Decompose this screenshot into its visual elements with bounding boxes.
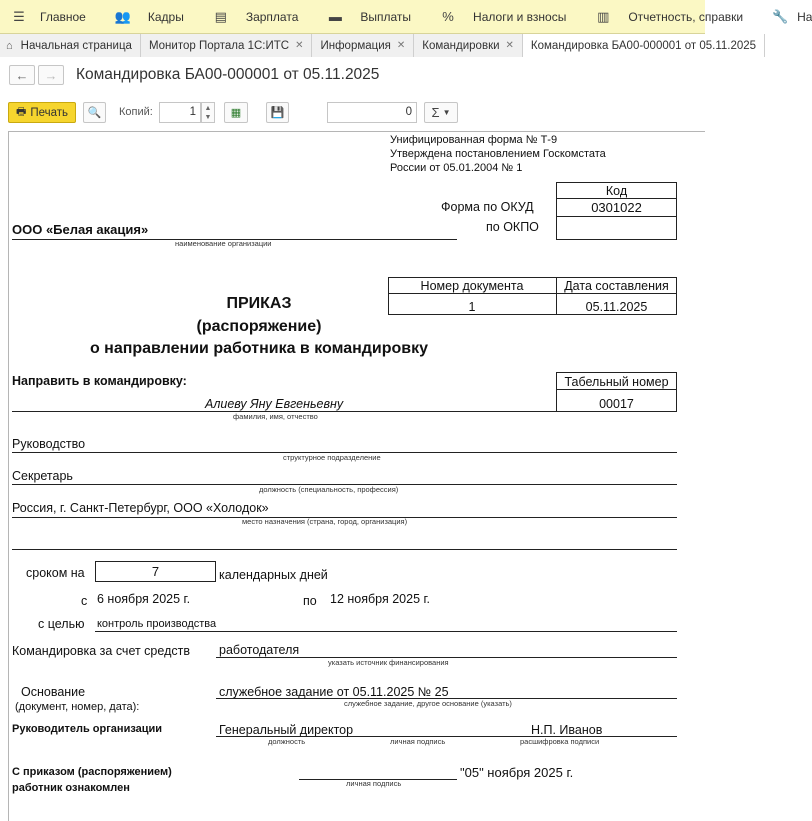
okpo-label: по ОКПО — [486, 220, 539, 234]
purpose: контроль производства — [97, 618, 217, 630]
send-label: Направить в командировку: — [12, 374, 187, 388]
forward-button[interactable] — [38, 65, 64, 85]
tab-its-monitor[interactable] — [141, 34, 313, 57]
copies-label: Копий: — [119, 106, 153, 118]
funding-hint: указать источник финансирования — [328, 658, 449, 667]
basis-label: Основание — [21, 685, 86, 699]
head-name: Н.П. Иванов — [531, 723, 603, 737]
section-menu — [0, 0, 812, 34]
funding: работодателя — [219, 643, 300, 657]
print-button-label: Печать — [30, 106, 69, 119]
sum-button[interactable] — [424, 102, 458, 123]
position-hint: должность (специальность, профессия) — [259, 485, 399, 494]
menu-item-label: Зарплата — [245, 9, 299, 24]
order-title: ПРИКАЗ — [226, 295, 292, 312]
tab-number-header: Табельный номер — [564, 375, 669, 389]
okud-label: Форма по ОКУД — [441, 200, 534, 214]
percent-icon: % — [442, 9, 454, 24]
menu-item-main[interactable] — [0, 0, 86, 34]
tab-label: Командировки — [422, 39, 500, 52]
tab-label: Информация — [320, 39, 391, 52]
purpose-label: с целью — [38, 617, 85, 631]
from-date: 6 ноября 2025 г. — [97, 592, 191, 606]
order-subtitle: (распоряжение) — [196, 318, 322, 335]
to-date: 12 ноября 2025 г. — [330, 592, 430, 606]
tab-business-trip-doc[interactable] — [523, 34, 765, 57]
tab-information[interactable] — [312, 34, 414, 57]
menu-item-label: Выплаты — [360, 9, 412, 24]
term-label: сроком на — [26, 566, 85, 580]
printer-icon: 🖶 — [15, 106, 27, 118]
head-label: Руководитель организации — [12, 723, 163, 735]
open-tabs — [0, 34, 757, 57]
wrench-icon: 🔧 — [771, 8, 789, 24]
table-edit-icon: ▦ — [230, 107, 242, 119]
organization-name: ООО «Белая акация» — [12, 222, 149, 237]
arrow-left-icon: ← — [15, 67, 29, 83]
menu-item-taxes[interactable] — [427, 0, 566, 34]
employee-name: Алиеву Яну Евгеньевну — [205, 397, 344, 411]
spin-down-icon[interactable]: ▼ — [204, 113, 212, 121]
tab-number: 00017 — [599, 397, 634, 411]
ack-label-2: работник ознакомлен — [12, 782, 130, 794]
copies-spinner[interactable] — [201, 102, 215, 123]
chevron-down-icon: ▼ — [442, 108, 451, 117]
head-signature-hint: личная подпись — [390, 737, 446, 746]
basis: служебное задание от 05.11.2025 № 25 — [219, 685, 449, 699]
preview-button[interactable] — [83, 102, 106, 123]
from-label: с — [81, 594, 88, 608]
menu-item-label: Отчетность, справки — [628, 9, 744, 24]
tab-home[interactable] — [0, 34, 141, 57]
floppy-disk-icon: 💾 — [270, 107, 285, 119]
form-title-bar — [0, 57, 705, 93]
destination-hint: место назначения (страна, город, организация) — [242, 517, 408, 526]
form-header-line: России от 05.01.2004 № 1 — [390, 162, 523, 174]
print-form-t9 — [8, 131, 705, 821]
calculator-icon: ▤ — [214, 8, 227, 24]
position: Секретарь — [12, 469, 73, 483]
menu-item-label: Главное — [40, 9, 86, 24]
head-position-hint: должность — [268, 737, 306, 746]
report-icon: ▥ — [597, 8, 610, 24]
organization-hint: наименование организации — [175, 239, 272, 248]
okud-value: 0301022 — [591, 200, 642, 215]
print-toolbar — [0, 98, 705, 128]
menu-item-label: На — [797, 9, 812, 24]
magnifier-icon: 🔍 — [87, 107, 102, 119]
code-header: Код — [605, 184, 628, 198]
menu-item-salary[interactable] — [200, 0, 299, 34]
sigma-icon: Σ — [431, 105, 440, 120]
menu-item-label: Налоги и взносы — [473, 9, 567, 24]
tab-label: Монитор Портала 1С:ИТС — [148, 39, 290, 52]
form-header-line: Утверждена постановлением Госкомстата — [390, 148, 606, 160]
wallet-icon: ▬ — [328, 9, 342, 24]
tab-business-trips[interactable] — [414, 34, 523, 57]
save-button[interactable] — [266, 102, 289, 123]
to-label: по — [303, 594, 317, 608]
ack-date: "05" ноября 2025 г. — [460, 765, 574, 780]
basis-sublabel: (документ, номер, дата): — [15, 701, 140, 713]
tab-label: Командировка БА00-000001 от 05.11.2025 — [530, 39, 757, 52]
tab-label: Начальная страница — [20, 39, 132, 52]
term-unit: календарных дней — [219, 568, 328, 582]
arrow-right-icon: → — [44, 67, 58, 83]
doc-number-header: Номер документа — [420, 279, 524, 293]
spin-up-icon[interactable]: ▲ — [204, 104, 212, 112]
menu-item-label: Кадры — [147, 9, 184, 24]
department: Руководство — [12, 437, 86, 451]
menu-icon: ☰ — [13, 8, 25, 24]
order-subject: о направлении работника в командировку — [89, 340, 429, 357]
menu-item-settings[interactable] — [759, 0, 812, 34]
page-title: Командировка БА00-000001 от 05.11.2025 — [76, 66, 380, 83]
sum-field[interactable]: 0 — [327, 102, 417, 123]
menu-item-reports[interactable] — [582, 0, 743, 34]
basis-hint: служебное задание, другое основание (указать) — [344, 699, 512, 708]
funding-label: Командировка за счет средств — [12, 644, 190, 658]
head-position: Генеральный директор — [219, 723, 354, 737]
doc-date: 05.11.2025 — [585, 300, 648, 314]
copies-input[interactable]: 1 — [159, 102, 201, 123]
close-icon[interactable]: ✕ — [505, 40, 514, 51]
users-icon: 👥 — [114, 8, 131, 24]
destination: Россия, г. Санкт-Петербург, ООО «Холодок» — [12, 501, 269, 515]
ack-signature-hint: личная подпись — [346, 779, 402, 788]
doc-date-header: Дата составления — [564, 279, 669, 293]
home-icon: ⌂ — [6, 39, 13, 52]
department-hint: структурное подразделение — [283, 453, 381, 462]
edit-button[interactable] — [224, 102, 248, 123]
doc-number: 1 — [468, 300, 476, 314]
menu-item-hr[interactable] — [102, 0, 184, 34]
close-icon[interactable]: ✕ — [295, 40, 304, 51]
head-decoding-hint: расшифровка подписи — [520, 737, 600, 746]
form-header-line: Унифицированная форма № Т-9 — [390, 134, 558, 146]
employee-hint: фамилия, имя, отчество — [233, 412, 318, 421]
term-days: 7 — [151, 564, 160, 579]
back-button[interactable] — [9, 65, 35, 85]
ack-label: С приказом (распоряжением) — [12, 766, 172, 778]
print-button[interactable] — [8, 102, 76, 123]
menu-item-payments[interactable] — [314, 0, 411, 34]
close-icon[interactable]: ✕ — [396, 40, 406, 51]
